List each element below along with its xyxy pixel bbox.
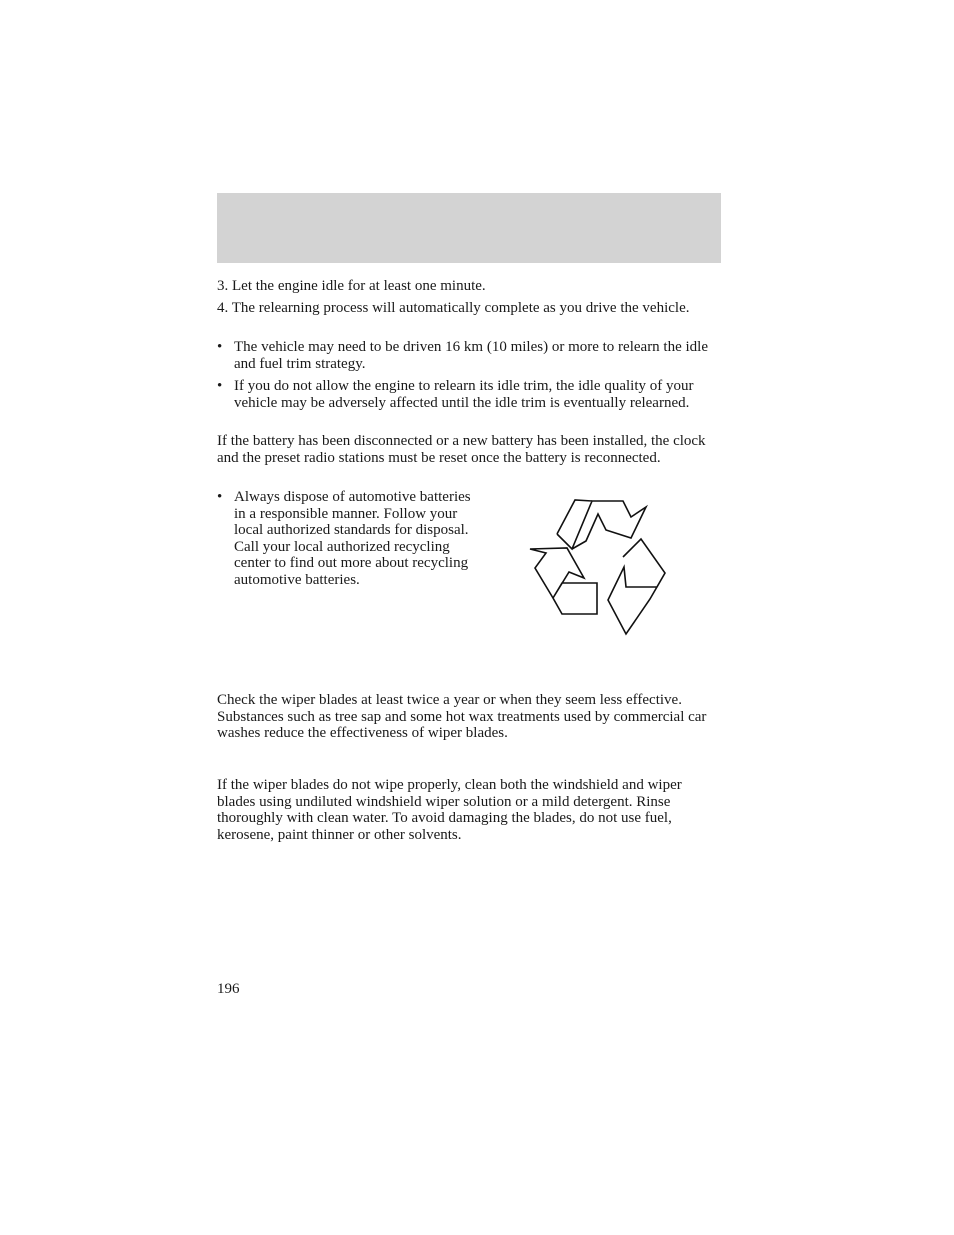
step-4-text: 4. The relearning process will automatically complete as you drive the vehicle. bbox=[217, 300, 690, 316]
step-3-text: 3. Let the engine idle for at least one minute. bbox=[217, 278, 486, 294]
bullet-symbol: • bbox=[217, 339, 223, 355]
battery-reset-paragraph: If the battery has been disconnected or a new battery has been installed, the clock and the preset radio stations must be reset once the battery is reconnected. bbox=[217, 433, 706, 466]
wiper-clean-paragraph: If the wiper blades do not wipe properly, clean both the windshield and wiper blades using undiluted windshield wiper solution or a mild detergent. Rinse thoroughly with clean water. To avoid damaging the blades, do not use fuel, kerosene, paint thinner or other solvents. bbox=[217, 777, 682, 843]
recycle-icon bbox=[525, 496, 670, 636]
section-header-band bbox=[217, 193, 721, 263]
wiper-check-paragraph: Check the wiper blades at least twice a year or when they seem less effective. Substances such as tree sap and some hot wax treatments used by commercial car washes reduce the effectiveness of wiper blades. bbox=[217, 692, 707, 741]
bullet-text: Always dispose of automotive batteries in a responsible manner. Follow your local authorized standards for disposal. Call your local authorized recycling center to find out more about recycling automotive batteries. bbox=[234, 489, 471, 588]
bullet-item-idle-quality bbox=[217, 378, 723, 411]
bullet-item-relearn-distance bbox=[217, 339, 723, 372]
bullet-symbol: • bbox=[217, 378, 223, 394]
bullet-item-battery-disposal bbox=[217, 489, 479, 588]
bullet-text: If you do not allow the engine to relearn its idle trim, the idle quality of your vehicle may be adversely affected until the idle trim is eventually relearned. bbox=[234, 378, 694, 411]
bullet-symbol: • bbox=[217, 489, 223, 505]
page-number: 196 bbox=[217, 981, 240, 997]
bullet-text: The vehicle may need to be driven 16 km (10 miles) or more to relearn the idle and fuel trim strategy. bbox=[234, 339, 709, 372]
